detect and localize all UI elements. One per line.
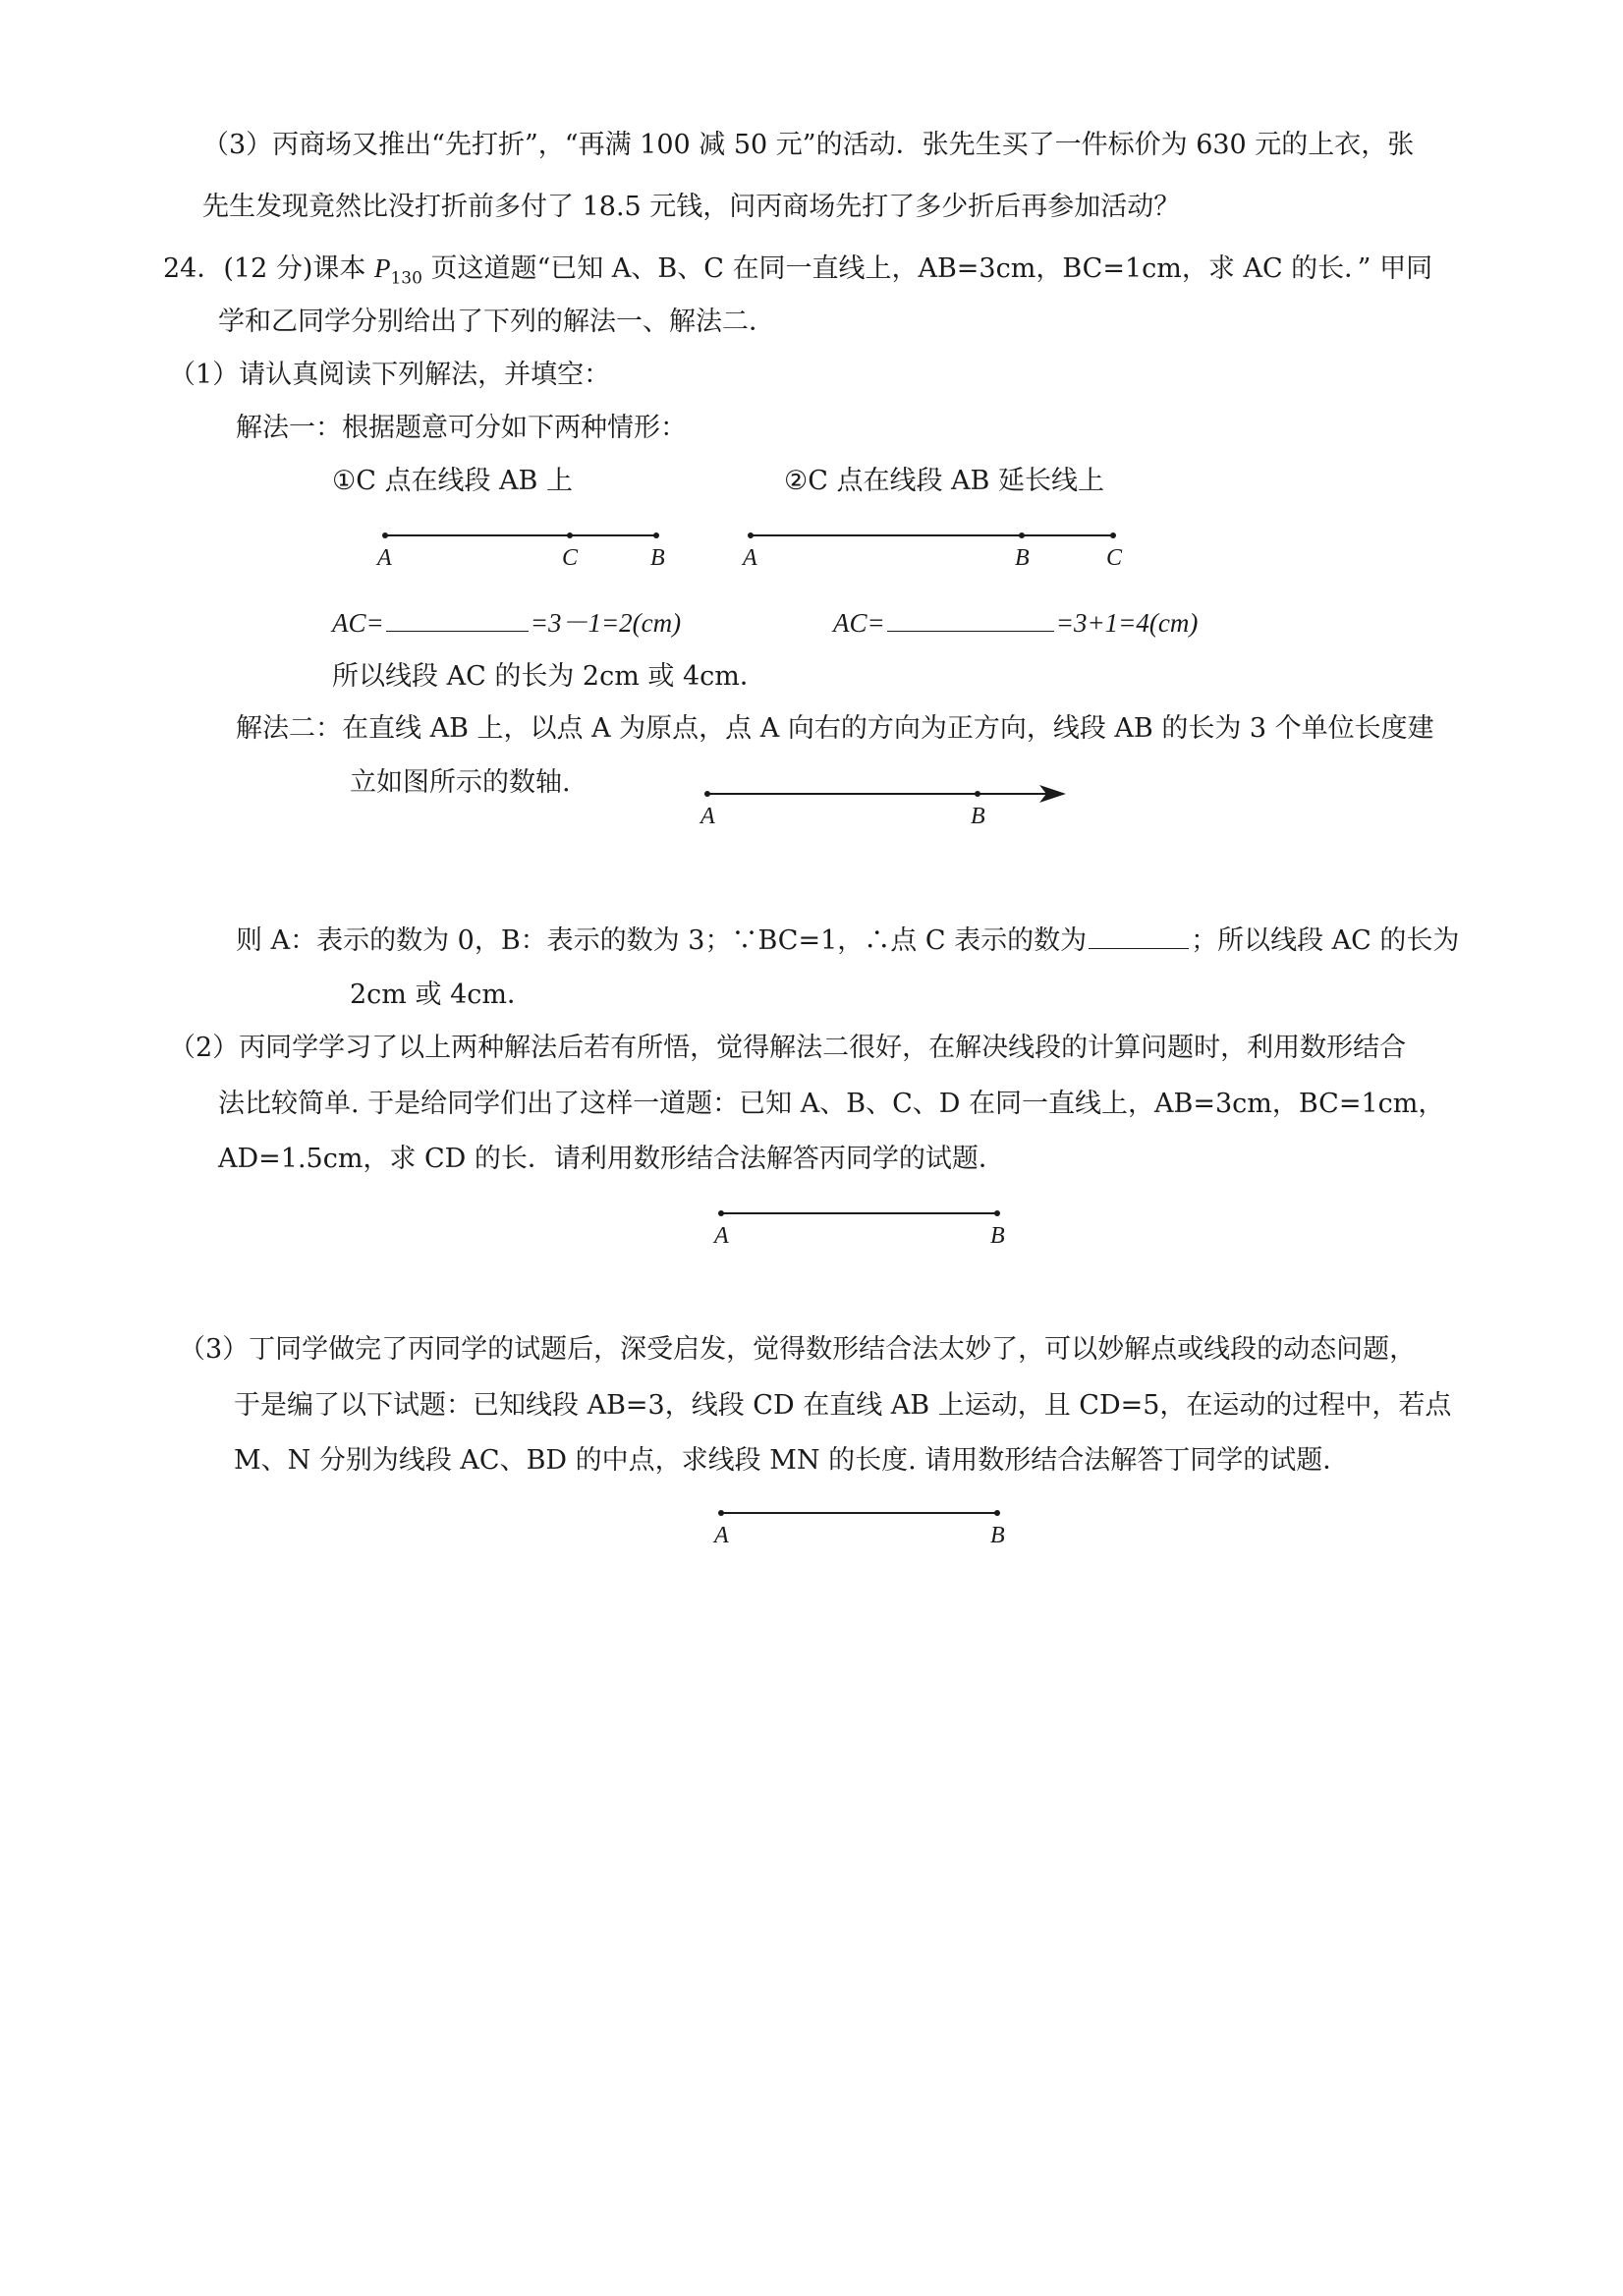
figure-case2	[727, 516, 1140, 570]
label-b: B	[971, 804, 985, 829]
label-a: A	[714, 1523, 729, 1548]
q24-text-a: 课本	[312, 253, 374, 284]
label-b: B	[990, 1223, 1005, 1249]
label-c: C	[1106, 545, 1123, 570]
number-axis-figure	[668, 776, 1081, 830]
method1-title: 解法一：根据题意可分如下两种情形：	[236, 413, 687, 443]
ac-case2-line	[833, 603, 1198, 643]
label-b: B	[650, 545, 665, 570]
point-b	[1019, 532, 1025, 538]
answer-blank-2[interactable]	[887, 605, 1054, 632]
method2-then-line1	[236, 922, 1459, 961]
label-a: A	[377, 545, 392, 570]
point-b	[994, 1510, 1000, 1516]
q24-score: (12 分)	[223, 253, 313, 284]
ac1-prefix: AC=	[332, 608, 384, 638]
point-a	[704, 791, 710, 797]
case2-label: ②C 点在线段 AB 延长线上	[784, 466, 1104, 496]
q24-text-b: 页这道题“已知 A、B、C 在同一直线上，AB=3cm，BC=1cm，求 AC 的长．” 甲同	[421, 253, 1433, 284]
method2-line2: 立如图所示的数轴.	[350, 767, 571, 798]
answer-blank-3[interactable]	[1089, 923, 1189, 949]
point-c	[1110, 532, 1116, 538]
then-text-b: ；所以线段 AC 的长为	[1191, 925, 1460, 956]
point-a	[718, 1210, 724, 1216]
figure-part2	[700, 1196, 1014, 1250]
part1-intro: （1）请认真阅读下列解法，并填空：	[169, 360, 611, 390]
q23-part3-line1: （3）丙商场又推出“先打折”，“再满 100 减 50 元”的活动．张先生买了一件标价为 630 元的上衣，张	[202, 130, 1415, 160]
method1-conclusion: 所以线段 AC 的长为 2cm 或 4cm．	[332, 661, 766, 692]
point-b	[975, 791, 980, 797]
answer-blank-1[interactable]	[386, 605, 529, 632]
point-c	[567, 532, 573, 538]
figure-case1	[364, 516, 678, 570]
part3-line3: M、N 分别为线段 AC、BD 的中点，求线段 MN 的长度. 请用数形结合法解答丁同学的试题．	[234, 1445, 1350, 1476]
q24-line2: 学和乙同学分别给出了下列的解法一、解法二．	[218, 307, 775, 337]
q24-line1	[163, 249, 1432, 298]
ac1-suffix: =3－1=2(cm)	[530, 608, 682, 638]
figure-part3	[700, 1495, 1014, 1549]
ac2-prefix: AC=	[833, 608, 885, 638]
ac2-suffix: =3+1=4(cm)	[1055, 608, 1199, 638]
part3-line1: （3）丁同学做完了丙同学的试题后，深受启发，觉得数形结合法太妙了，可以妙解点或线段的动态问题，	[179, 1334, 1417, 1365]
part3-line2: 于是编了以下试题：已知线段 AB=3，线段 CD 在直线 AB 上运动，且 CD=5，在运动的过程中，若点	[234, 1390, 1452, 1421]
q24-page-sub: 130	[390, 268, 422, 289]
label-c: C	[562, 545, 579, 570]
point-a	[718, 1510, 724, 1516]
label-a: A	[743, 545, 757, 570]
label-a: A	[700, 804, 715, 829]
part2-line1: （2）丙同学学习了以上两种解法后若有所悟，觉得解法二很好，在解决线段的计算问题时，利用数形结合	[169, 1033, 1407, 1063]
ac-case1-line	[332, 603, 681, 643]
method2-then-line2: 2cm 或 4cm．	[350, 980, 533, 1010]
point-a	[382, 532, 388, 538]
then-text-a: 则 A：表示的数为 0，B：表示的数为 3；∵BC=1，∴点 C 表示的数为	[236, 925, 1088, 956]
part2-line2: 法比较简单. 于是给同学们出了这样一道题：已知 A、B、C、D 在同一直线上，AB=3cm，BC=1cm，	[218, 1089, 1445, 1119]
label-a: A	[714, 1223, 729, 1249]
point-b	[653, 532, 659, 538]
point-b	[994, 1210, 1000, 1216]
part2-line3: AD=1.5cm，求 CD 的长．请利用数形结合法解答丙同学的试题．	[218, 1144, 1005, 1174]
q24-page-P: P	[373, 253, 391, 283]
q24-number: 24．	[163, 253, 224, 284]
method2-line1: 解法二：在直线 AB 上，以点 A 为原点，点 A 向右的方向为正方向，线段 AB 的长为 3 个单位长度建	[236, 713, 1434, 744]
case1-label: ①C 点在线段 AB 上	[332, 466, 573, 496]
point-a	[748, 532, 754, 538]
label-b: B	[990, 1523, 1005, 1548]
q23-part3-line2: 先生发现竟然比没打折前多付了 18.5 元钱，问丙商场先打了多少折后再参加活动？	[202, 192, 1181, 222]
label-b: B	[1015, 545, 1030, 570]
